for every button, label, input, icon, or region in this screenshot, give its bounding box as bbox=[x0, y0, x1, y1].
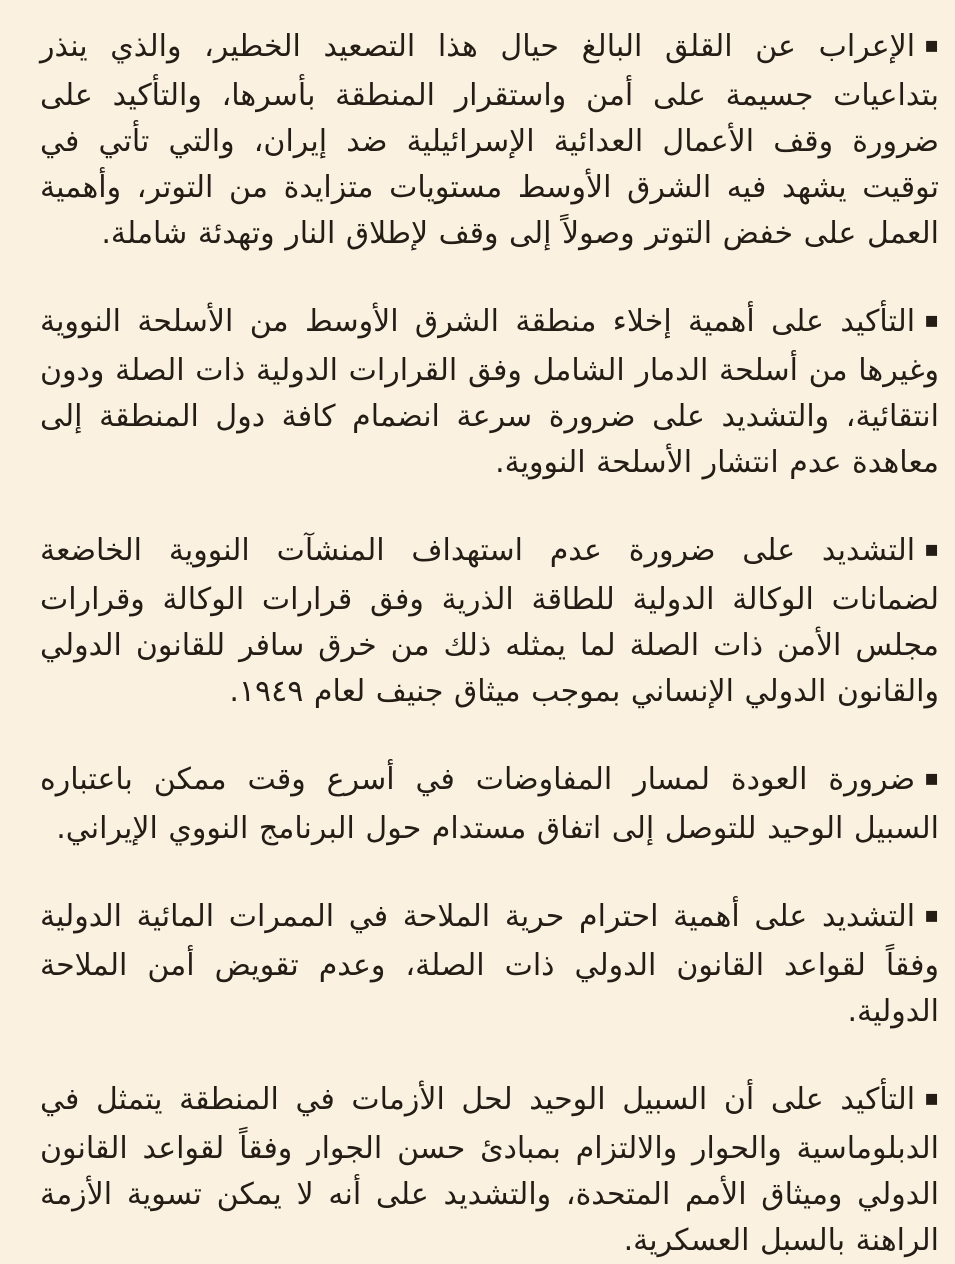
bullet-paragraph bbox=[40, 24, 939, 257]
square-bullet-icon: ▪ bbox=[924, 1086, 939, 1111]
paragraph-text: التأكيد على أن السبيل الوحيد لحل الأزمات في المنطقة يتمثل في الدبلوماسية والحوار والالتزام بمبادئ حسن الجوار وفقاً لقواعد القانون الدولي وميثاق الأمم المتحدة، والتشديد على أنه لا يمكن تسوية الأزمة الراهنة بالسبل العسكرية. bbox=[40, 1082, 939, 1258]
square-bullet-icon: ▪ bbox=[924, 766, 939, 791]
square-bullet-icon: ▪ bbox=[924, 537, 939, 562]
bullet-paragraph bbox=[40, 299, 939, 486]
square-bullet-icon: ▪ bbox=[924, 308, 939, 333]
paragraph-text: التشديد على ضرورة عدم استهداف المنشآت النووية الخاضعة لضمانات الوكالة الدولية للطاقة الذرية وفق قرارات الوكالة وقرارات مجلس الأمن ذات الصلة لما يمثله ذلك من خرق سافر للقانون الدولي والقانون الدولي الإنساني بموجب ميثاق جنيف لعام ١٩٤٩. bbox=[40, 533, 939, 709]
bullet-paragraph bbox=[40, 757, 939, 852]
paragraph-text: ضرورة العودة لمسار المفاوضات في أسرع وقت ممكن باعتباره السبيل الوحيد للتوصل إلى اتفاق مستدام حول البرنامج النووي الإيراني. bbox=[40, 762, 939, 846]
square-bullet-icon: ▪ bbox=[924, 903, 939, 928]
paragraph-text: التشديد على أهمية احترام حرية الملاحة في الممرات المائية الدولية وفقاً لقواعد القانون الدولي ذات الصلة، وعدم تقويض أمن الملاحة الدولية. bbox=[40, 899, 939, 1029]
square-bullet-icon: ▪ bbox=[924, 33, 939, 58]
paragraph-text: التأكيد على أهمية إخلاء منطقة الشرق الأوسط من الأسلحة النووية وغيرها من أسلحة الدمار الشامل وفق القرارات الدولية ذات الصلة ودون انتقائية، والتشديد على ضرورة سرعة انضمام كافة دول المنطقة إلى معاهدة عدم انتشار الأسلحة النووية. bbox=[40, 304, 939, 480]
bullet-paragraph bbox=[40, 894, 939, 1035]
bullet-paragraph bbox=[40, 1077, 939, 1264]
bullet-paragraph bbox=[40, 528, 939, 715]
paragraph-text: الإعراب عن القلق البالغ حيال هذا التصعيد الخطير، والذي ينذر بتداعيات جسيمة على أمن واستقرار المنطقة بأسرها، والتأكيد على ضرورة وقف الأعمال العدائية الإسرائيلية ضد إيران، والتي تأتي في توقيت يشهد فيه الشرق الأوسط مستويات متزايدة من التوتر، وأهمية العمل على خفض التوتر وصولاً إلى وقف لإطلاق النار وتهدئة شاملة. bbox=[40, 29, 939, 251]
